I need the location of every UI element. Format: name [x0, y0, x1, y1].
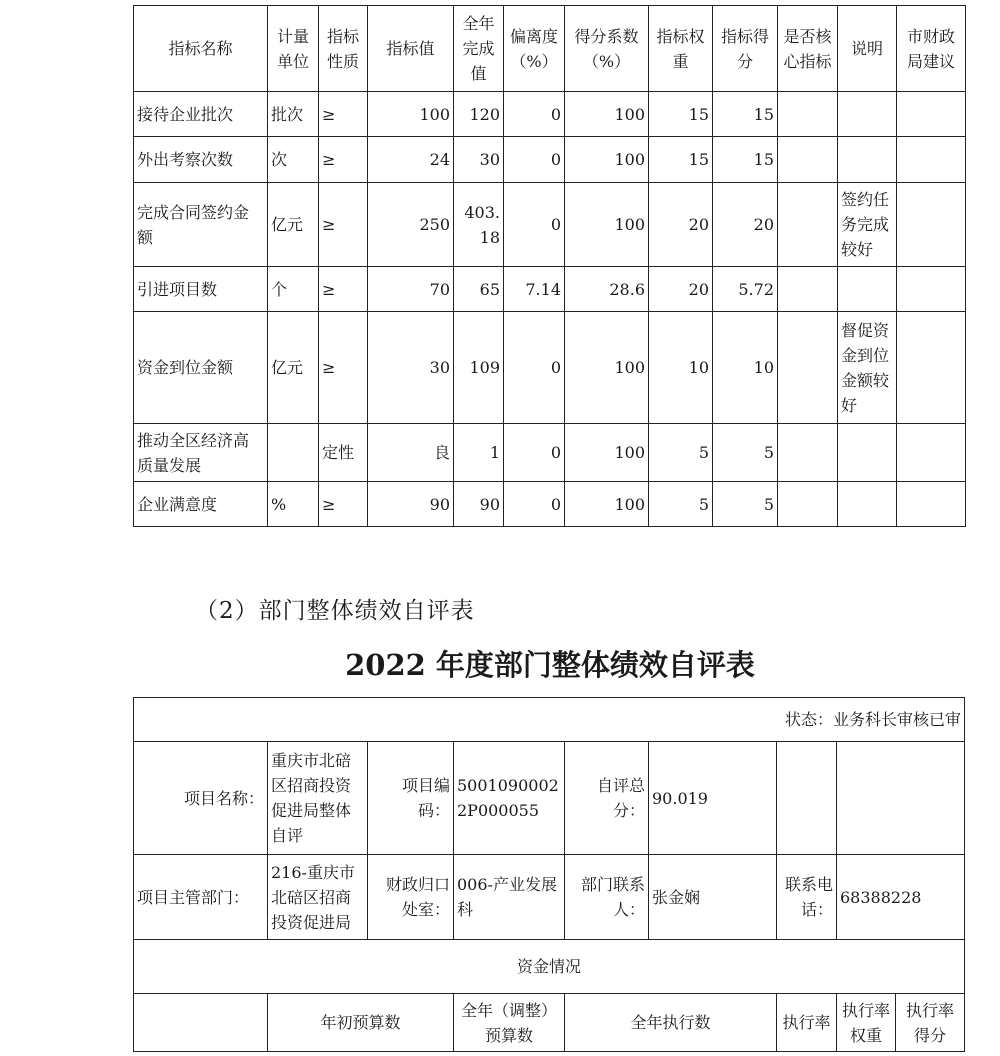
target-cell: 90 [368, 482, 454, 527]
target-cell: 100 [368, 92, 454, 137]
funds-header-row [134, 994, 965, 1052]
note-cell [838, 424, 897, 482]
nature-cell: ≥ [319, 183, 368, 267]
empty-cell [777, 742, 837, 855]
score-cell: 15 [713, 92, 778, 137]
unit-cell [268, 424, 319, 482]
weight-cell: 10 [649, 312, 713, 424]
table-row [134, 267, 966, 312]
deviation-cell: 0 [504, 312, 565, 424]
suggestion-cell [897, 267, 966, 312]
coefficient-cell: 100 [565, 137, 649, 183]
deviation-cell: 0 [504, 482, 565, 527]
deviation-cell: 0 [504, 137, 565, 183]
department-value: 216-重庆市北碚区招商投资促进局 [268, 855, 368, 940]
indicator-name: 接待企业批次 [134, 92, 268, 137]
core-cell [778, 482, 838, 527]
project-code-value: 50010900022P000055 [454, 742, 565, 855]
header-cell: 指标性质 [319, 6, 368, 92]
weight-cell: 5 [649, 482, 713, 527]
indicator-table [133, 5, 966, 527]
header-cell: 指标名称 [134, 6, 268, 92]
coefficient-cell: 100 [565, 92, 649, 137]
core-cell [778, 424, 838, 482]
actual-cell: 1 [454, 424, 504, 482]
weight-cell: 20 [649, 267, 713, 312]
score-cell: 20 [713, 183, 778, 267]
score-cell: 15 [713, 137, 778, 183]
nature-cell: ≥ [319, 482, 368, 527]
fund-header: 年初预算数 [268, 994, 454, 1052]
target-cell: 30 [368, 312, 454, 424]
header-cell: 偏离度（%） [504, 6, 565, 92]
nature-cell: ≥ [319, 137, 368, 183]
table-row [134, 92, 966, 137]
indicator-name: 企业满意度 [134, 482, 268, 527]
actual-cell: 109 [454, 312, 504, 424]
deviation-cell: 0 [504, 183, 565, 267]
funds-heading: 资金情况 [134, 940, 965, 994]
phone-value: 68388228 [837, 855, 965, 940]
score-value: 90.019 [649, 742, 777, 855]
coefficient-cell: 28.6 [565, 267, 649, 312]
unit-cell: % [268, 482, 319, 527]
coefficient-cell: 100 [565, 183, 649, 267]
target-cell: 250 [368, 183, 454, 267]
suggestion-cell [897, 92, 966, 137]
actual-cell: 90 [454, 482, 504, 527]
indicator-name: 外出考察次数 [134, 137, 268, 183]
core-cell [778, 183, 838, 267]
indicator-header-row [134, 6, 966, 92]
target-cell: 良 [368, 424, 454, 482]
fund-header: 执行率 [777, 994, 837, 1052]
table-row [134, 312, 966, 424]
nature-cell: ≥ [319, 267, 368, 312]
suggestion-cell [897, 482, 966, 527]
suggestion-cell [897, 424, 966, 482]
contact-label: 部门联系人： [565, 855, 649, 940]
header-cell: 指标得分 [713, 6, 778, 92]
suggestion-cell [897, 312, 966, 424]
note-cell [838, 92, 897, 137]
core-cell [778, 267, 838, 312]
contact-value: 张金娴 [649, 855, 777, 940]
phone-label: 联系电话： [777, 855, 837, 940]
indicator-name: 完成合同签约金额 [134, 183, 268, 267]
suggestion-cell [897, 183, 966, 267]
actual-cell: 65 [454, 267, 504, 312]
header-cell: 是否核心指标 [778, 6, 838, 92]
fund-header: 执行率得分 [896, 994, 965, 1052]
project-name-value: 重庆市北碚区招商投资促进局整体自评 [268, 742, 368, 855]
weight-cell: 20 [649, 183, 713, 267]
weight-cell: 15 [649, 92, 713, 137]
project-row [134, 742, 965, 855]
core-cell [778, 92, 838, 137]
core-cell [778, 312, 838, 424]
nature-cell: ≥ [319, 312, 368, 424]
section-heading: （2）部门整体绩效自评表 [195, 598, 475, 624]
department-label: 项目主管部门： [134, 855, 268, 940]
note-cell: 督促资金到位金额较好 [838, 312, 897, 424]
table-row [134, 183, 966, 267]
status-text: 状态：业务科长审核已审 [134, 698, 965, 742]
finance-office-value: 006-产业发展科 [454, 855, 565, 940]
target-cell: 70 [368, 267, 454, 312]
fund-header: 全年执行数 [565, 994, 777, 1052]
core-cell [778, 137, 838, 183]
empty-cell [837, 742, 965, 855]
coefficient-cell: 100 [565, 482, 649, 527]
score-cell: 5.72 [713, 267, 778, 312]
finance-office-label: 财政归口处室： [368, 855, 454, 940]
table-title: 2022 年度部门整体绩效自评表 [345, 648, 755, 682]
project-code-label: 项目编码： [368, 742, 454, 855]
actual-cell: 403.18 [454, 183, 504, 267]
weight-cell: 15 [649, 137, 713, 183]
indicator-name: 引进项目数 [134, 267, 268, 312]
coefficient-cell: 100 [565, 312, 649, 424]
score-cell: 5 [713, 482, 778, 527]
score-cell: 5 [713, 424, 778, 482]
fund-header: 全年（调整）预算数 [454, 994, 565, 1052]
table-row [134, 482, 966, 527]
suggestion-cell [897, 137, 966, 183]
deviation-cell: 0 [504, 424, 565, 482]
header-cell: 计量单位 [268, 6, 319, 92]
table-row [134, 137, 966, 183]
weight-cell: 5 [649, 424, 713, 482]
project-name-label: 项目名称： [134, 742, 268, 855]
header-cell: 得分系数（%） [565, 6, 649, 92]
header-cell: 全年完成值 [454, 6, 504, 92]
table-row [134, 424, 966, 482]
funds-heading-row [134, 940, 965, 994]
unit-cell: 亿元 [268, 312, 319, 424]
department-evaluation-table [133, 697, 965, 1052]
actual-cell: 120 [454, 92, 504, 137]
score-cell: 10 [713, 312, 778, 424]
deviation-cell: 0 [504, 92, 565, 137]
indicator-name: 推动全区经济高质量发展 [134, 424, 268, 482]
unit-cell: 亿元 [268, 183, 319, 267]
note-cell: 签约任务完成较好 [838, 183, 897, 267]
actual-cell: 30 [454, 137, 504, 183]
department-row [134, 855, 965, 940]
note-cell [838, 137, 897, 183]
header-cell: 指标权重 [649, 6, 713, 92]
unit-cell: 个 [268, 267, 319, 312]
nature-cell: ≥ [319, 92, 368, 137]
header-cell: 指标值 [368, 6, 454, 92]
unit-cell: 次 [268, 137, 319, 183]
empty-cell [134, 994, 268, 1052]
fund-header: 执行率权重 [837, 994, 896, 1052]
indicator-name: 资金到位金额 [134, 312, 268, 424]
header-cell: 说明 [838, 6, 897, 92]
nature-cell: 定性 [319, 424, 368, 482]
unit-cell: 批次 [268, 92, 319, 137]
score-label: 自评总分： [565, 742, 649, 855]
header-cell: 市财政局建议 [897, 6, 966, 92]
note-cell [838, 267, 897, 312]
coefficient-cell: 100 [565, 424, 649, 482]
status-row [134, 698, 965, 742]
note-cell [838, 482, 897, 527]
target-cell: 24 [368, 137, 454, 183]
deviation-cell: 7.14 [504, 267, 565, 312]
